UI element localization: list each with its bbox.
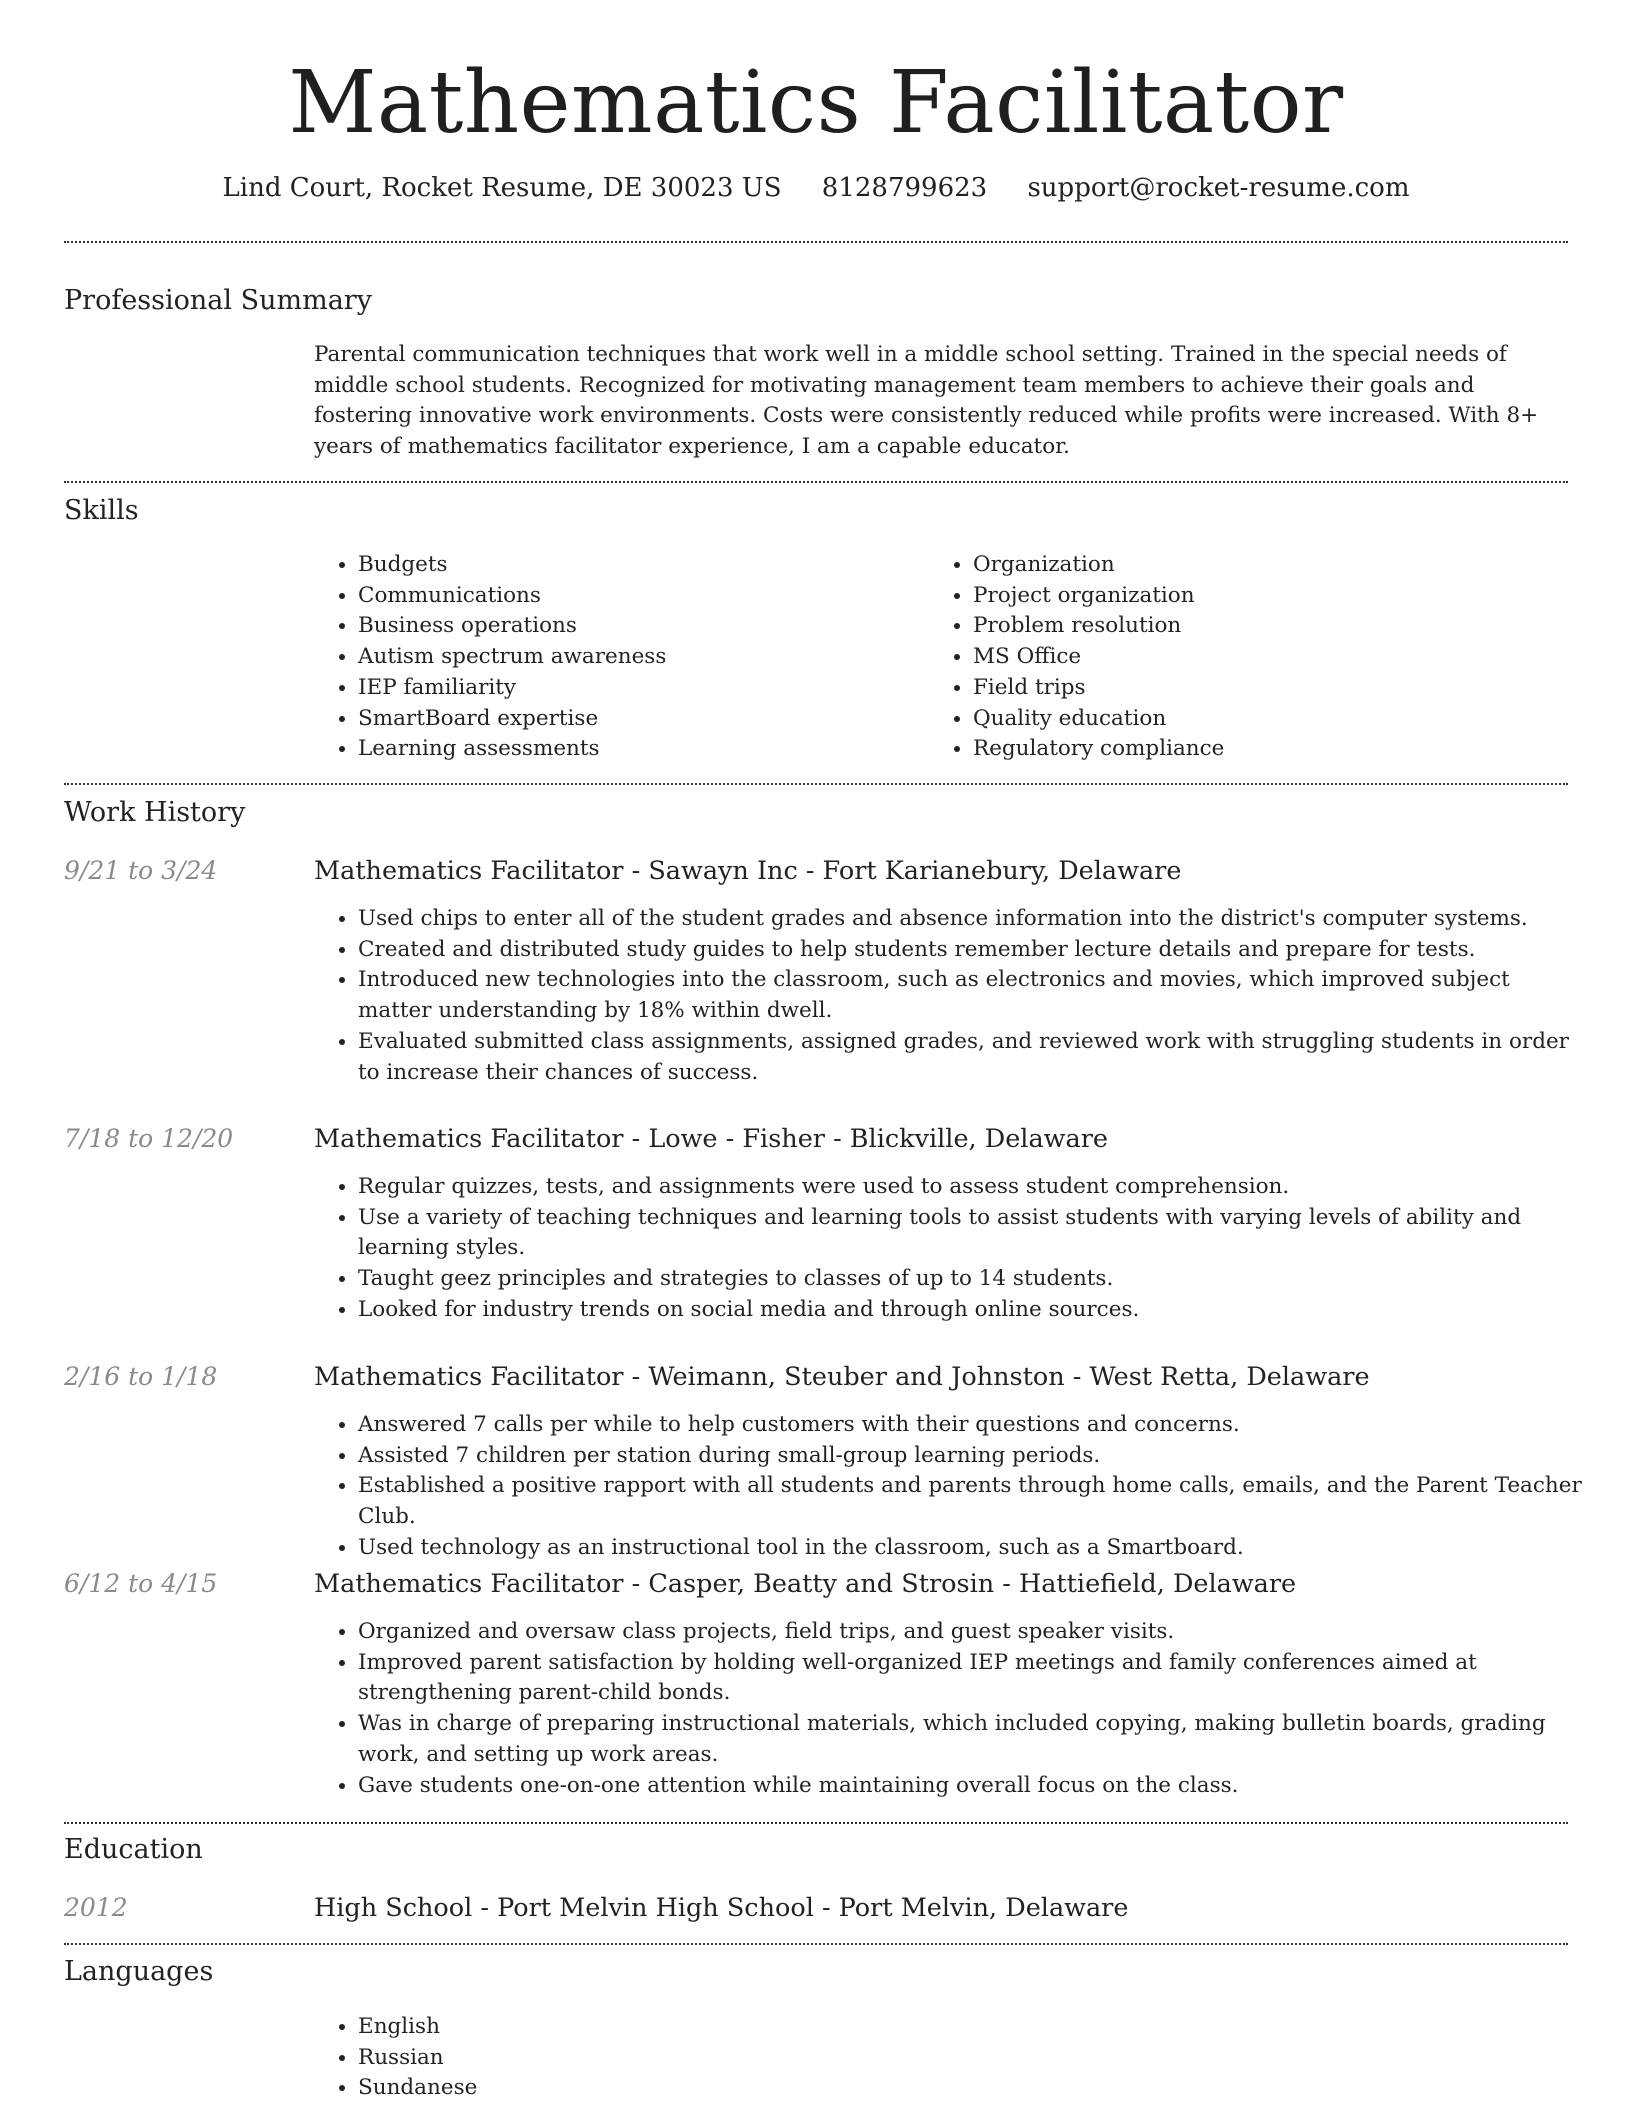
job-bullets xyxy=(314,1410,1610,1564)
section-divider xyxy=(64,1822,1568,1824)
section-divider xyxy=(64,783,1568,785)
job-bullet: • Improved parent satisfaction by holding well-organized IEP meetings and family conferences aimed at strengthening parent-child bonds. xyxy=(358,1648,1574,1709)
section-divider xyxy=(64,241,1568,243)
job-dates: 9/21 to 3/24 xyxy=(64,856,218,885)
job-title: Mathematics Facilitator - Sawayn Inc - Fort Karianebury, Delaware xyxy=(314,856,1182,886)
job-bullets xyxy=(314,1172,1574,1326)
job-bullet: • Taught geez principles and strategies to classes of up to 14 students. xyxy=(358,1264,1574,1295)
job-bullet: • Evaluated submitted class assignments, assigned grades, and reviewed work with struggling students in order to increase their chances of success. xyxy=(358,1027,1574,1088)
skill-item: • Communications xyxy=(358,581,918,612)
job-bullet: • Used technology as an instructional tool in the classroom, such as a Smartboard. xyxy=(358,1533,1610,1564)
job-bullets xyxy=(314,1617,1574,1801)
job-bullet: • Established a positive rapport with all students and parents through home calls, emails, and the Parent Teacher Club. xyxy=(358,1471,1610,1532)
job-title: Mathematics Facilitator - Lowe - Fisher - Blickville, Delaware xyxy=(314,1124,1108,1154)
skill-item: • Organization xyxy=(973,550,1573,581)
skill-item: • SmartBoard expertise xyxy=(358,704,918,735)
language-item: • Russian xyxy=(358,2043,958,2074)
job-bullets xyxy=(314,904,1574,1088)
summary-heading: Professional Summary xyxy=(64,285,372,316)
skill-item: • Problem resolution xyxy=(973,611,1573,642)
skill-item: • Quality education xyxy=(973,704,1573,735)
job-bullet: • Regular quizzes, tests, and assignments were used to assess student comprehension. xyxy=(358,1172,1574,1203)
language-item: • English xyxy=(358,2012,958,2043)
job-bullet: • Answered 7 calls per while to help customers with their questions and concerns. xyxy=(358,1410,1610,1441)
contact-phone: 8128799623 xyxy=(821,173,988,203)
job-dates: 6/12 to 4/15 xyxy=(64,1569,218,1598)
job-dates: 2/16 to 1/18 xyxy=(64,1362,218,1391)
job-bullet: • Gave students one-on-one attention while maintaining overall focus on the class. xyxy=(358,1771,1574,1802)
languages-list xyxy=(314,2012,958,2104)
skill-item: • Learning assessments xyxy=(358,734,918,765)
education-heading: Education xyxy=(64,1834,203,1865)
job-bullet: • Created and distributed study guides to help students remember lecture details and prepare for tests. xyxy=(358,935,1574,966)
job-bullet: • Organized and oversaw class projects, field trips, and guest speaker visits. xyxy=(358,1617,1574,1648)
skill-item: • Project organization xyxy=(973,581,1573,612)
skill-item: • MS Office xyxy=(973,642,1573,673)
language-item: • Sundanese xyxy=(358,2073,958,2104)
job-title: Mathematics Facilitator - Casper, Beatty and Strosin - Hattiefield, Delaware xyxy=(314,1569,1297,1599)
skill-item: • Autism spectrum awareness xyxy=(358,642,918,673)
work-heading: Work History xyxy=(64,797,246,828)
languages-heading: Languages xyxy=(64,1956,214,1987)
skill-item: • Regulatory compliance xyxy=(973,734,1573,765)
skills-list-right xyxy=(929,550,1573,765)
education-title: High School - Port Melvin High School - Port Melvin, Delaware xyxy=(314,1893,1129,1923)
summary-text: Parental communication techniques that work well in a middle school setting. Trained in the special needs of middle school students. Recognized for motivating management team members to achieve their goals and fostering innovative work environments. Costs were consistently reduced while profits were increased. With 8+ years of mathematics facilitator experience, I am a capable educator. xyxy=(314,342,1539,460)
skill-item: • Business operations xyxy=(358,611,918,642)
job-bullet: • Looked for industry trends on social media and through online sources. xyxy=(358,1295,1574,1326)
job-dates: 7/18 to 12/20 xyxy=(64,1124,234,1153)
job-bullet: • Was in charge of preparing instructional materials, which included copying, making bulletin boards, grading work, and setting up work areas. xyxy=(358,1709,1574,1770)
job-bullet: • Used chips to enter all of the student grades and absence information into the district's computer systems. xyxy=(358,904,1574,935)
skill-item: • IEP familiarity xyxy=(358,673,918,704)
contact-address: Lind Court, Rocket Resume, DE 30023 US xyxy=(222,173,782,203)
contact-line xyxy=(0,168,1632,208)
skill-item: • Field trips xyxy=(973,673,1573,704)
job-bullet: • Assisted 7 children per station during small-group learning periods. xyxy=(358,1441,1610,1472)
skills-heading: Skills xyxy=(64,495,139,526)
skills-list-left xyxy=(314,550,918,765)
job-bullet: • Introduced new technologies into the classroom, such as electronics and movies, which improved subject matter understanding by 18% within dwell. xyxy=(358,965,1574,1026)
skill-item: • Budgets xyxy=(358,550,918,581)
candidate-name: Mathematics Facilitator xyxy=(288,53,1344,153)
job-title: Mathematics Facilitator - Weimann, Steuber and Johnston - West Retta, Delaware xyxy=(314,1362,1370,1392)
job-bullet: • Use a variety of teaching techniques and learning tools to assist students with varying levels of ability and learning styles. xyxy=(358,1203,1574,1264)
section-divider xyxy=(64,1943,1568,1945)
section-divider xyxy=(64,481,1568,483)
contact-email: support@rocket-resume.com xyxy=(1027,173,1410,203)
education-year: 2012 xyxy=(64,1893,128,1922)
